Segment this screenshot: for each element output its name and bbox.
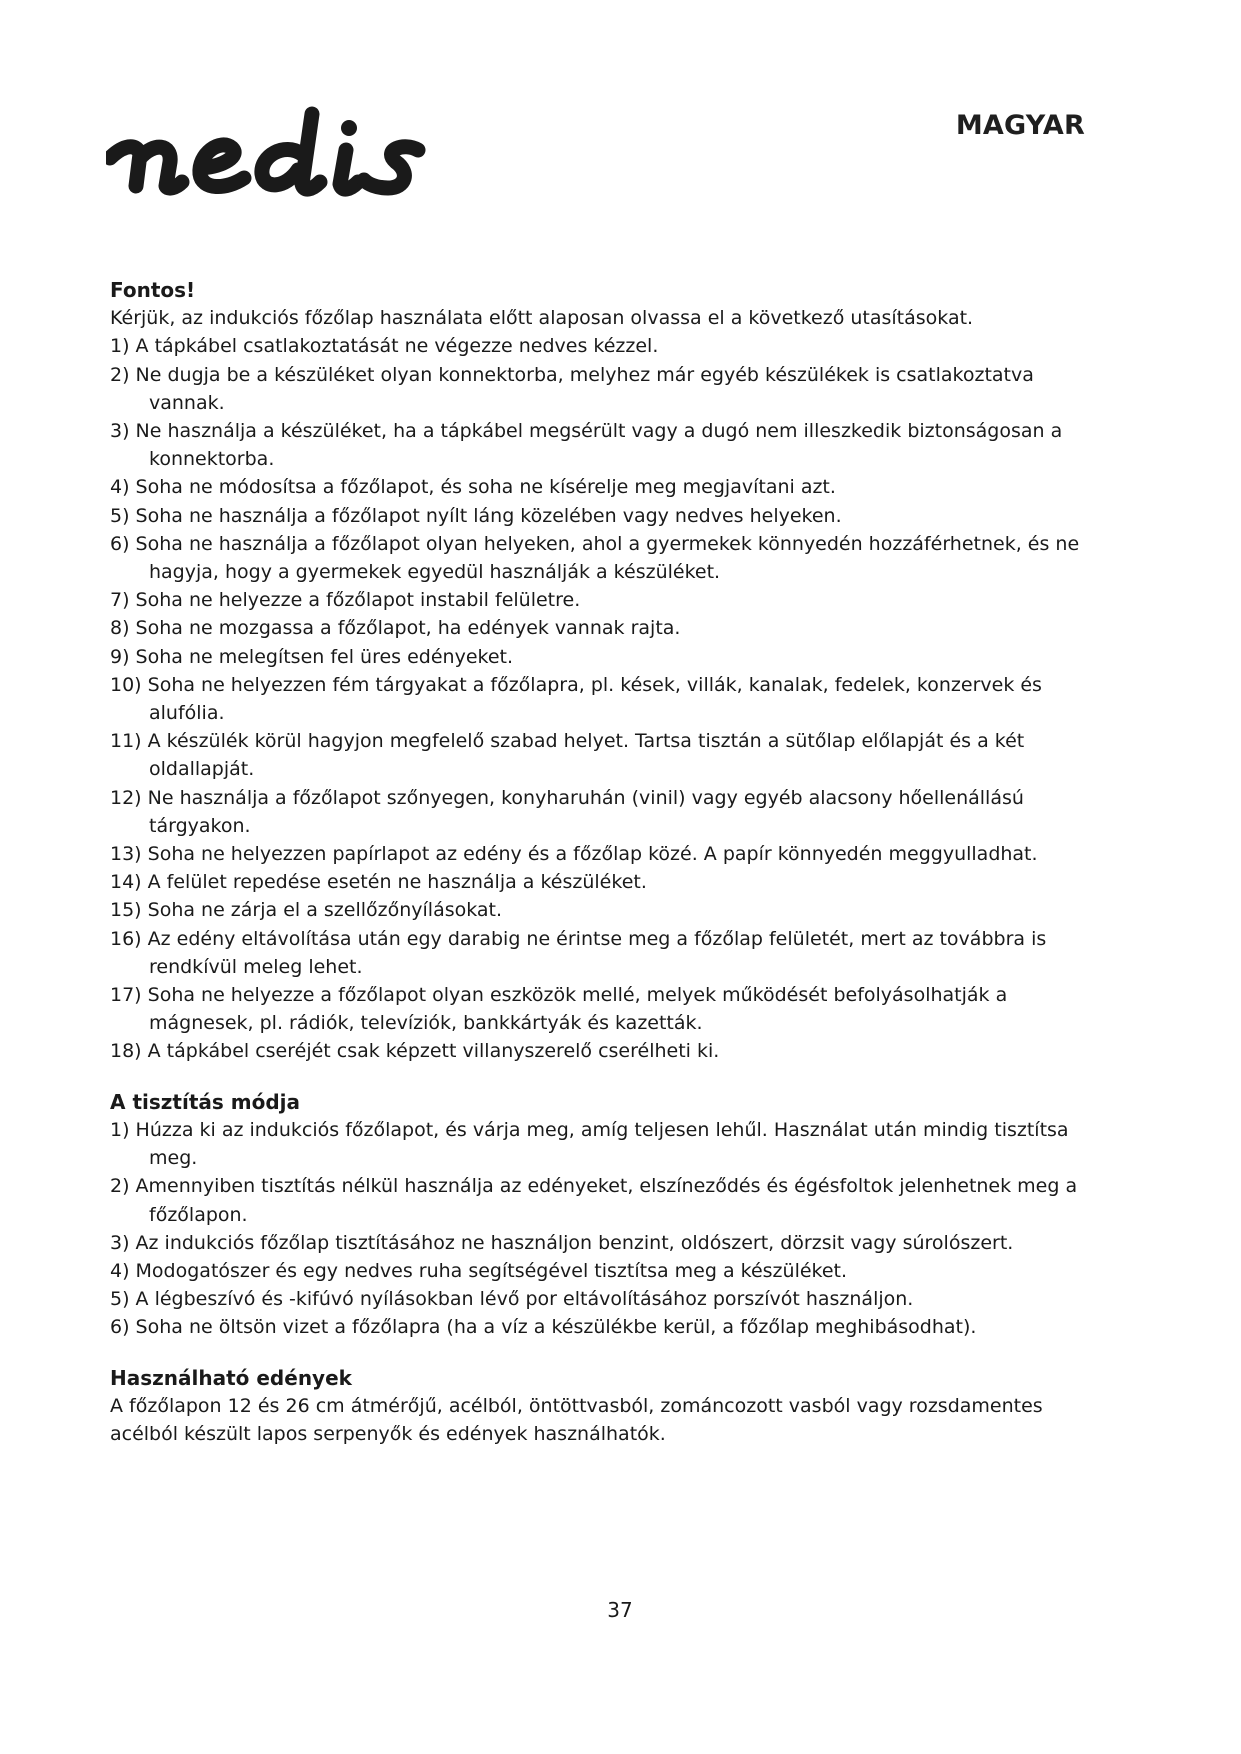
list-item: 2) Ne dugja be a készüléket olyan konnektorba, melyhez már egyéb készülékek is csatlakoztatva vannak.: [110, 363, 1034, 414]
list-item: 11) A készülék körül hagyjon megfelelő szabad helyet. Tartsa tisztán a sütőlap előlapját és a két oldallapját.: [110, 730, 1025, 781]
list-item: 1) Húzza ki az indukciós főzőlapot, és várja meg, amíg teljesen lehűl. Használat után mindig tisztítsa meg.: [110, 1118, 1069, 1170]
list-item: 4) Soha ne módosítsa a főzőlapot, és soha ne kísérelje meg megjavítani azt.: [110, 476, 836, 499]
list-item: 3) Az indukciós főzőlap tisztításához ne használjon benzint, oldószert, dörzsit vagy súrolószert.: [110, 1231, 1014, 1254]
list-item: 12) Ne használja a főzőlapot szőnyegen, konyharuhán (vinil) vagy egyéb alacsony hőellenállású tárgyakon.: [110, 786, 1024, 837]
list-item: 17) Soha ne helyezze a főzőlapot olyan eszközök mellé, melyek működését befolyásolhatják a mágnesek, pl. rádiók, televíziók, bankkártyák és kazetták.: [110, 984, 1008, 1035]
section-heading-important: Fontos!: [110, 278, 196, 302]
list-item: 9) Soha ne melegítsen fel üres edényeket.: [110, 645, 514, 668]
document-body: [110, 276, 1110, 1448]
list-item: 6) Soha ne öltsön vizet a főzőlapra (ha a víz a készülékbe kerül, a főzőlap meghibásodhat).: [110, 1316, 977, 1339]
list-item: 6) Soha ne használja a főzőlapot olyan helyeken, ahol a gyermekek könnyedén hozzáférhetnek, és ne hagyja, hogy a gyermekek egyedül használják a készüléket.: [110, 532, 1080, 584]
cookware-text: A főzőlapon 12 és 26 cm átmérőjű, acélból, öntöttvasból, zománcozott vasból vagy rozsdamentes acélból készült lapos serpenyők és edények használhatók.: [110, 1394, 1043, 1445]
language-label: MAGYAR: [955, 110, 1085, 141]
list-item: 4) Modogatószer és egy nedves ruha segítségével tisztítsa meg a készüléket.: [110, 1259, 848, 1282]
nedis-logo: [106, 106, 482, 218]
list-item: 13) Soha ne helyezzen papírlapot az edény és a főzőlap közé. A papír könnyedén meggyulladhat.: [110, 843, 1038, 866]
logo-text: nedis: [106, 216, 109, 217]
section-heading-cleaning: A tisztítás módja: [110, 1089, 300, 1114]
list-item: 15) Soha ne zárja el a szellőzőnyílásokat.: [110, 899, 503, 922]
list-item: 3) Ne használja a készüléket, ha a tápkábel megsérült vagy a dugó nem illeszkedik biztonságosan a konnektorba.: [110, 420, 1063, 471]
list-item: 16) Az edény eltávolítása után egy darabig ne érintse meg a főzőlap felületét, mert az továbbra is rendkívül meleg lehet.: [110, 927, 1047, 978]
list-item: 7) Soha ne helyezze a főzőlapot instabil felületre.: [110, 589, 581, 612]
page-number: 37: [607, 1598, 633, 1622]
list-item: 1) A tápkábel csatlakoztatását ne végezze nedves kézzel.: [110, 335, 659, 358]
list-item: 5) A légbeszívó és -kifúvó nyílásokban lévő por eltávolításához porszívót használjon.: [110, 1288, 914, 1311]
list-item: 8) Soha ne mozgassa a főzőlapot, ha edények vannak rajta.: [110, 617, 681, 640]
list-item: 18) A tápkábel cseréjét csak képzett villanyszerelő cserélheti ki.: [110, 1040, 720, 1063]
list-item: 5) Soha ne használja a főzőlapot nyílt láng közelében vagy nedves helyeken.: [110, 504, 842, 527]
list-item: 2) Amennyiben tisztítás nélkül használja az edényeket, elszíneződés és égésfoltok jelenhetnek meg a főzőlapon.: [110, 1175, 1078, 1226]
list-item: 14) A felület repedése esetén ne használja a készüléket.: [110, 871, 647, 894]
section-heading-cookware: Használható edények: [110, 1365, 352, 1390]
list-item: 10) Soha ne helyezzen fém tárgyakat a főzőlapra, pl. kések, villák, kanalak, fedelek, konzervek és alufólia.: [110, 673, 1042, 725]
intro-text: Kérjük, az indukciós főzőlap használata előtt alaposan olvassa el a következő utasításokat.: [110, 307, 974, 330]
